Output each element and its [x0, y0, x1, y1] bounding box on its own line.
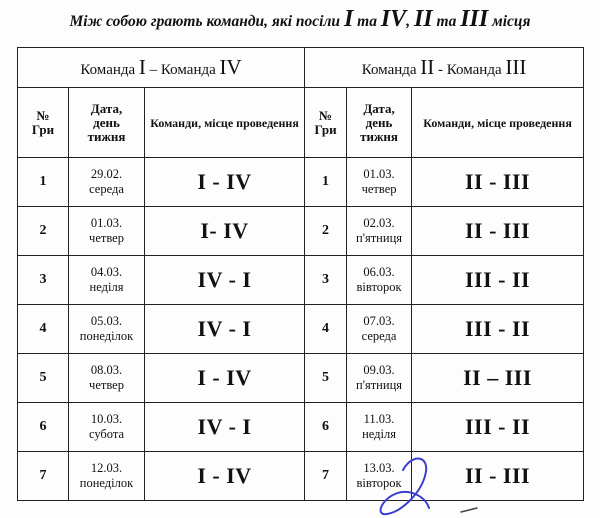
table-row: [18, 403, 584, 452]
col-header-teams: Команди, місце проведення: [145, 88, 305, 158]
game-date-cell: [69, 354, 145, 403]
game-date-cell: [347, 403, 412, 452]
game-date-cell: [69, 305, 145, 354]
title-place-1: I: [343, 6, 354, 32]
title-place-2: II: [413, 6, 433, 32]
game-date: 08.03.: [90, 363, 123, 377]
match-teams: IV - I: [145, 403, 305, 452]
page-title: [0, 6, 600, 33]
game-date: 06.03.: [363, 265, 395, 279]
match-teams: IV - I: [145, 305, 305, 354]
match-teams: III - II: [412, 403, 584, 452]
col-header-game-number: № Гри: [305, 88, 347, 158]
left-team-header: Команда I – Команда IV: [18, 48, 305, 88]
match-teams: I - IV: [145, 452, 305, 501]
table-row: [18, 305, 584, 354]
game-number: 2: [18, 207, 69, 256]
game-weekday: вівторок: [356, 280, 402, 294]
match-teams: II - III: [412, 207, 584, 256]
match-teams: II - III: [412, 158, 584, 207]
game-weekday: неділя: [362, 427, 396, 441]
game-date-cell: [69, 452, 145, 501]
game-date: 05.03.: [90, 314, 123, 328]
game-weekday: п'ятниця: [356, 378, 403, 392]
table-row: [18, 207, 584, 256]
game-date-cell: [69, 403, 145, 452]
game-date: 01.03.: [90, 216, 123, 230]
game-date: 09.03.: [363, 363, 395, 377]
schedule-table: [17, 47, 584, 501]
col-header-date: Дата, день тижня: [69, 88, 145, 158]
game-number: 5: [305, 354, 347, 403]
game-date-cell: [347, 452, 412, 501]
match-teams: I - IV: [145, 354, 305, 403]
game-number: 1: [18, 158, 69, 207]
col-header-date: Дата, день тижня: [347, 88, 412, 158]
game-weekday: неділя: [89, 280, 124, 294]
column-header-row: [18, 88, 584, 158]
match-teams: I - IV: [145, 158, 305, 207]
table-row: [18, 452, 584, 501]
game-date-cell: [347, 158, 412, 207]
game-weekday: середа: [361, 329, 397, 343]
table-row: [18, 354, 584, 403]
team-header-row: [18, 48, 584, 88]
game-date: 04.03.: [90, 265, 123, 279]
game-date-cell: [69, 256, 145, 305]
match-teams: II - III: [412, 452, 584, 501]
title-separator: ,: [406, 13, 414, 30]
game-date: 12.03.: [90, 461, 123, 475]
match-teams: II – III: [412, 354, 584, 403]
col-header-teams: Команди, місце проведення: [412, 88, 584, 158]
game-date-cell: [347, 207, 412, 256]
table-row: [18, 256, 584, 305]
game-date: 07.03.: [363, 314, 395, 328]
match-teams: III - II: [412, 305, 584, 354]
game-weekday: вівторок: [356, 476, 402, 490]
right-team-header: Команда II - Команда III: [305, 48, 584, 88]
game-number: 5: [18, 354, 69, 403]
title-place-3: III: [460, 6, 489, 32]
game-date-cell: [69, 158, 145, 207]
game-weekday: четвер: [89, 378, 124, 392]
title-conjunction: та: [353, 13, 381, 30]
game-weekday: понеділок: [79, 476, 134, 490]
game-date-cell: [347, 256, 412, 305]
col-header-game-number: № Гри: [18, 88, 69, 158]
title-place-4: IV: [380, 6, 407, 32]
game-number: 7: [18, 452, 69, 501]
game-weekday: четвер: [89, 231, 124, 245]
game-date-cell: [347, 305, 412, 354]
game-weekday: понеділок: [79, 329, 134, 343]
game-weekday: середа: [89, 182, 124, 196]
game-weekday: п'ятниця: [356, 231, 403, 245]
game-number: 3: [305, 256, 347, 305]
game-number: 6: [18, 403, 69, 452]
title-suffix: місця: [488, 13, 531, 30]
game-date-cell: [347, 354, 412, 403]
game-date: 13.03.: [363, 461, 395, 475]
game-date-cell: [69, 207, 145, 256]
match-teams: III - II: [412, 256, 584, 305]
title-conjunction: та: [432, 13, 461, 30]
game-number: 2: [305, 207, 347, 256]
title-text: Між собою грають команди, які посіли: [69, 13, 344, 30]
game-number: 4: [305, 305, 347, 354]
game-date: 11.03.: [363, 412, 395, 426]
game-number: 3: [18, 256, 69, 305]
game-date: 29.02.: [90, 167, 123, 181]
game-number: 4: [18, 305, 69, 354]
game-date: 02.03.: [363, 216, 395, 230]
game-weekday: четвер: [361, 182, 397, 196]
table-row: [18, 158, 584, 207]
game-number: 7: [305, 452, 347, 501]
game-weekday: субота: [88, 427, 125, 441]
match-teams: IV - I: [145, 256, 305, 305]
game-number: 1: [305, 158, 347, 207]
match-teams: I- IV: [145, 207, 305, 256]
game-date: 10.03.: [90, 412, 123, 426]
game-number: 6: [305, 403, 347, 452]
game-date: 01.03.: [363, 167, 395, 181]
